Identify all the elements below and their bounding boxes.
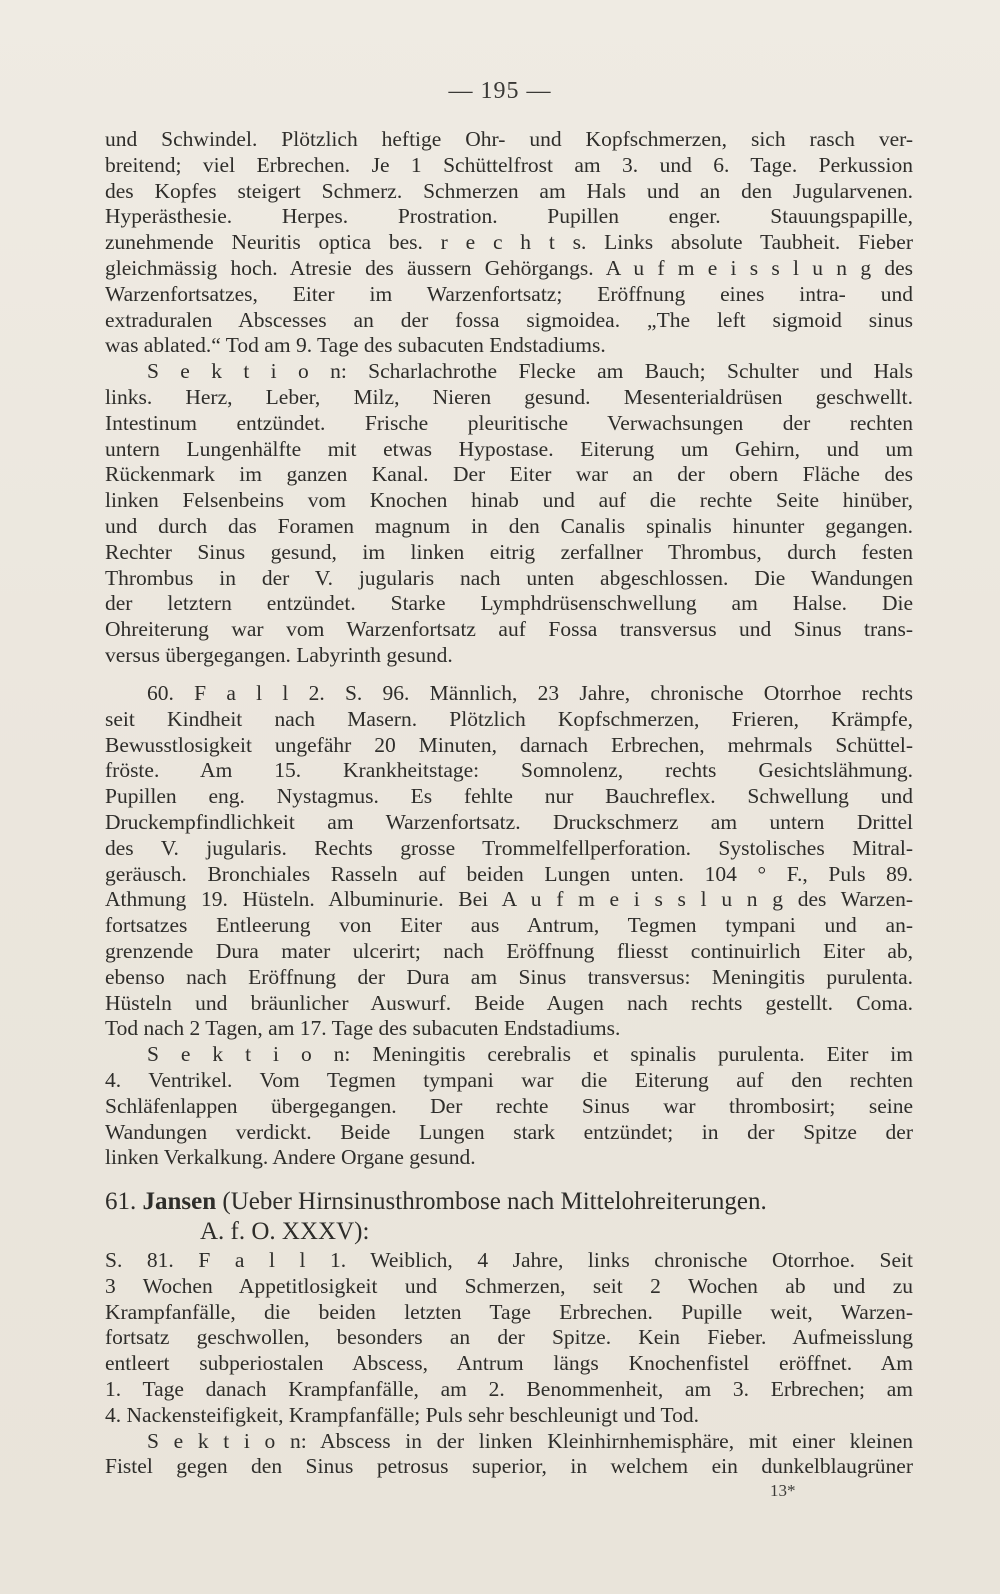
text-line: Krampfanfälle, die beiden letzten Tage Erbrechen. Pupille weit, Warzen- (105, 1299, 913, 1324)
text-line: Bewusstlosigkeit ungefähr 20 Minuten, darnach Erbrechen, mehrmals Schüttel- (105, 732, 913, 757)
text-line: und Schwindel. Plötzlich heftige Ohr- und Kopfschmerzen, sich rasch ver- (105, 127, 913, 151)
text-line: 3 Wochen Appetitlosigkeit und Schmerzen, seit 2 Wochen ab und zu (105, 1273, 913, 1298)
text-line: des V. jugularis. Rechts grosse Trommelfellperforation. Systolisches Mitral- (105, 835, 913, 860)
source-reference: A. f. O. XXXV): (200, 1218, 370, 1245)
article-title: (Ueber Hirnsinusthrombose nach Mittelohreiterungen. (222, 1188, 767, 1215)
text-line: 60. F a l l 2. S. 96. Männlich, 23 Jahre, chronische Otorrhoe rechts (147, 681, 913, 705)
text-line: untern Lungenhälfte mit etwas Hypostase. Eiterung um Gehirn, und um (105, 436, 913, 461)
text-line: Thrombus in der V. jugularis nach unten abgeschlossen. Die Wandungen (105, 565, 913, 590)
text-line: breitend; viel Erbrechen. Je 1 Schüttelfrost am 3. und 6. Tage. Perkussion (105, 152, 913, 177)
text-line: S e k t i o n: Scharlachrothe Flecke am Bauch; Schulter und Hals (147, 359, 913, 384)
text-line: 4. Ventrikel. Vom Tegmen tympani war die Eiterung auf den rechten (105, 1067, 913, 1092)
text-line: S. 81. F a l l 1. Weiblich, 4 Jahre, links chronische Otorrhoe. Seit (105, 1248, 913, 1272)
section-heading (105, 1187, 913, 1217)
text-line: fröste. Am 15. Krankheitstage: Somnolenz, rechts Gesichtslähmung. (105, 758, 913, 783)
text-line: Hüsteln und bräunlicher Auswurf. Beide Augen nach rechts gestellt. Coma. (105, 990, 913, 1015)
text-line: Wandungen verdickt. Beide Lungen stark entzündet; in der Spitze der (105, 1119, 913, 1144)
text-line: S e k t i o n: Meningitis cerebralis et spinalis purulenta. Eiter im (147, 1042, 913, 1067)
text-line: was ablated.“ Tod am 9. Tage des subacuten Endstadiums. (105, 333, 606, 358)
text-line: und durch das Foramen magnum in den Canalis spinalis hinunter gegangen. (105, 513, 913, 538)
text-line: gleichmässig hoch. Atresie des äussern Gehörgangs. A u f m e i s s l u n g des (105, 255, 913, 280)
text-line: zunehmende Neuritis optica bes. r e c h t s. Links absolute Taubheit. Fieber (105, 230, 913, 255)
text-line: Warzenfortsatzes, Eiter im Warzenfortsatz; Eröffnung eines intra- und (105, 281, 913, 306)
text-line: geräusch. Bronchiales Rasseln auf beiden Lungen unten. 104 ° F., Puls 89. (105, 861, 913, 886)
case-61-body (105, 1248, 913, 1480)
text-line: Rechter Sinus gesund, im linken eitrig zerfallner Thrombus, durch festen (105, 539, 913, 564)
case-number: 61. (105, 1188, 137, 1215)
text-line: fortsatzes Entleerung von Eiter aus Antrum, Tegmen tympani und an- (105, 913, 913, 938)
case-59-continuation (105, 127, 913, 669)
text-line: links. Herz, Leber, Milz, Nieren gesund. Mesenterialdrüsen geschwellt. (105, 384, 913, 409)
case-61-heading (105, 1187, 913, 1247)
text-line: Hyperästhesie. Herpes. Prostration. Pupillen enger. Stauungspapille, (105, 204, 913, 229)
text-line: grenzende Dura mater ulcerirt; nach Eröffnung fliesst continuirlich Eiter ab, (105, 938, 913, 963)
text-line: seit Kindheit nach Masern. Plötzlich Kopfschmerzen, Frieren, Krämpfe, (105, 706, 913, 731)
text-line: Tod nach 2 Tagen, am 17. Tage des subacuten Endstadiums. (105, 1016, 621, 1041)
text-line: Rückenmark im ganzen Kanal. Der Eiter war an der obern Fläche des (105, 462, 913, 487)
text-line: linken Verkalkung. Andere Organe gesund. (105, 1145, 476, 1170)
text-line: des Kopfes steigert Schmerz. Schmerzen am Hals und an den Jugularvenen. (105, 178, 913, 203)
text-line: Ohreiterung war vom Warzenfortsatz auf Fossa transversus und Sinus trans- (105, 617, 913, 642)
text-line: Athmung 19. Hüsteln. Albuminurie. Bei A u f m e i s s l u n g des Warzen- (105, 887, 913, 912)
text-line: extraduralen Abscesses an der fossa sigmoidea. „The left sigmoid sinus (105, 307, 913, 332)
text-line: der letztern entzündet. Starke Lymphdrüsenschwellung am Halse. Die (105, 591, 913, 616)
text-line: S e k t i o n: Abscess in der linken Kleinhirnhemisphäre, mit einer kleinen (147, 1428, 913, 1453)
text-line: entleert subperiostalen Abscess, Antrum längs Knochenfistel eröffnet. Am (105, 1351, 913, 1376)
text-line: 4. Nackensteifigkeit, Krampfanfälle; Puls sehr beschleunigt und Tod. (105, 1402, 699, 1427)
text-line: fortsatz geschwollen, besonders an der Spitze. Kein Fieber. Aufmeisslung (105, 1325, 913, 1350)
text-line: 1. Tage danach Krampfanfälle, am 2. Benommenheit, am 3. Erbrechen; am (105, 1376, 913, 1401)
text-line: ebenso nach Eröffnung der Dura am Sinus transversus: Meningitis purulenta. (105, 964, 913, 989)
text-line: Pupillen eng. Nystagmus. Es fehlte nur Bauchreflex. Schwellung und (105, 784, 913, 809)
text-line: Schläfenlappen übergegangen. Der rechte Sinus war thrombosirt; seine (105, 1093, 913, 1118)
text-line: versus übergegangen. Labyrinth gesund. (105, 642, 453, 667)
printer-signature: 13* (770, 1481, 796, 1500)
case-60 (105, 681, 913, 1171)
page-number: — 195 — (448, 78, 552, 104)
text-line: Druckempfindlichkeit am Warzenfortsatz. Druckschmerz am untern Drittel (105, 809, 913, 834)
text-line: linken Felsenbeins vom Knochen hinab und auf die rechte Seite hinüber, (105, 488, 913, 513)
author-name: Jansen (142, 1188, 217, 1215)
text-line: Intestinum entzündet. Frische pleuritische Verwachsungen der rechten (105, 410, 913, 435)
text-line: Fistel gegen den Sinus petrosus superior, in welchem ein dunkelblaugrüner (105, 1454, 913, 1479)
